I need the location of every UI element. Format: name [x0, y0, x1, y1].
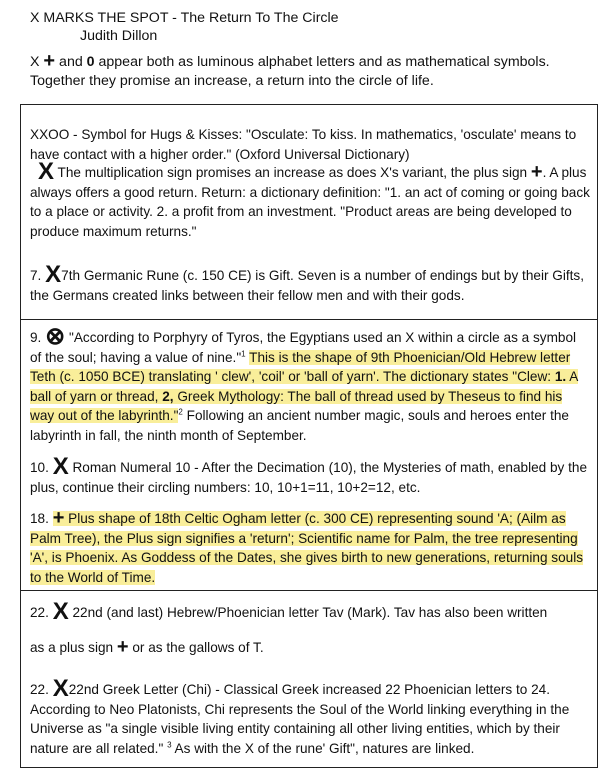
intro-paragraph: X + and 0 appear both as luminous alphabet letters and as mathematical symbols. Together they promise an increase, a return into the circle of life. [30, 50, 550, 89]
teth-paragraph: 9. ⊗ "According to Porphyry of Tyros, the Egyptians used an X within a circle as a symbol of the soul; having a value of nine."$^1$ This is the shape of 9th Phoenician/Old Hebrew letter Teth (c. 1050 BCE) translating ' clew', 'coil' or 'ball of yarn'. The dictionary states "Clew: 1. A ball of yarn or thread, 2, Greek Mythology: The ball of thread used by Theseus to find his way out of the labyrinth."$^2$ Following an ancient number magic, souls and heroes enter the labyrinth in fall, the ninth month of September. [30, 323, 579, 443]
xxoo-paragraph: XXOO - Symbol for Hugs & Kisses: "Osculate: To kiss. In mathematics, 'osculate' means to have contact with a higher order." (Oxford Universal Dictionary) [30, 127, 577, 162]
tav-line-2: as a plus sign + or as the gallows of T. [30, 636, 264, 658]
roman-x-icon: X [52, 453, 69, 480]
chi-paragraph: 22. X22nd Greek Letter (Chi) - Classical Greek increased 22 Phoenician letters to 24. According to Neo Platonists, Chi represents the Soul of the World linking everything in the Universe as "a single visible living entity containing all other living entities, which by their nature are all related." $^3$ As with the X of the rune' Gift", natures are linked. [30, 675, 570, 756]
ogham-paragraph: 18. + Plus shape of 18th Celtic Ogham letter (c. 300 CE) representing sound 'A; (Ailm as Palm Tree), the Plus sign signifies a 'return'; Scientific name for Palm, the tree representing 'A', is Phoenix. As Goddess of the Dates, she gives birth to new generations, returning souls to the World of Time. [30, 507, 584, 585]
zero-symbol: 0 [86, 54, 95, 70]
plus-icon: + [116, 636, 129, 658]
rune-paragraph: 7. X7th Germanic Rune (c. 150 CE) is Gift. Seven is a number of endings but by their Gifts, the Germans created links between their fellow men and with their gods. [30, 261, 584, 303]
tav-x-icon: X [52, 598, 69, 625]
divider [20, 319, 597, 320]
roman-numeral-paragraph: 10. X Roman Numeral 10 - After the Decimation (10), the Mysteries of math, enabled by the plus, continue their circling numbers: 10, 10+1=11, 10+2=12, etc. [30, 453, 588, 495]
plus-icon: + [530, 161, 543, 183]
highlighted-text: This is the shape of 9th Phoenician/Old Hebrew letter Teth (c. 1050 BCE) translating ' clew', 'coil' or 'ball of yarn'. The dictionary states "Clew: [30, 349, 571, 384]
plus-icon: + [43, 50, 56, 72]
divider [20, 767, 597, 768]
chi-x-icon: X [52, 675, 69, 702]
plus-icon: + [52, 507, 65, 529]
page-title: X MARKS THE SPOT - The Return To The Circle [30, 10, 339, 26]
author-name: Judith Dillon [80, 28, 158, 44]
multiplication-paragraph: X The multiplication sign promises an increase as does X's variant, the plus sign +. A plus always offers a good return. Return: a dictionary definition: "1. an act of coming or going back to a place or activity. 2. a profit from an investment. "Product areas are being developed to produce maximum returns." [30, 158, 590, 239]
divider [20, 590, 597, 591]
divider [20, 104, 597, 105]
tav-paragraph: 22. X 22nd (and last) Hebrew/Phoenician letter Tav (Mark). Tav has also been written [30, 598, 548, 625]
circled-x-icon: ⊗ [45, 323, 66, 350]
x-letter: X [30, 54, 40, 70]
multiplication-x-icon: X [38, 158, 55, 185]
rune-x-icon: X [45, 261, 62, 288]
